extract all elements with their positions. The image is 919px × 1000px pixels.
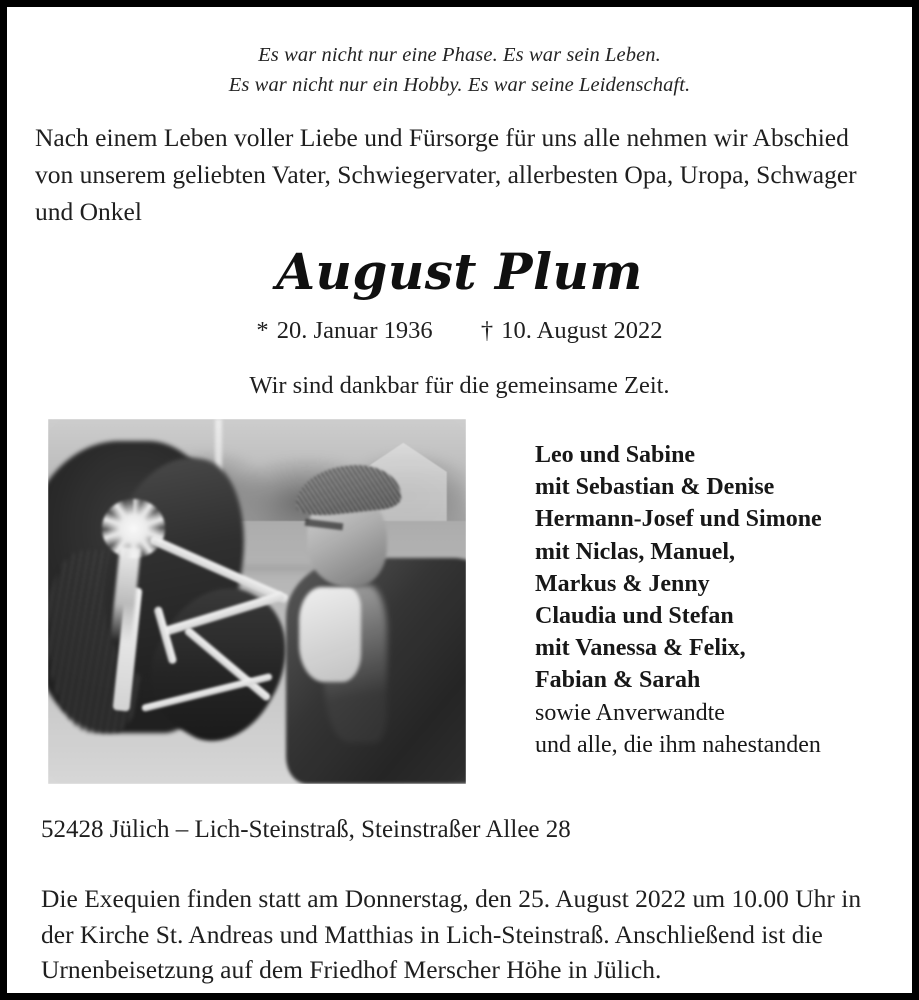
survivor-line: Claudia und Stefan bbox=[535, 603, 734, 630]
survivor-line: Fabian & Sarah bbox=[535, 667, 701, 694]
survivor-line: mit Niclas, Manuel, bbox=[535, 538, 735, 565]
survivor-line: mit Sebastian & Denise bbox=[535, 474, 775, 501]
motto-line-2: Es war nicht nur ein Hobby. Es war seine Leidenschaft. bbox=[228, 74, 691, 96]
intro-paragraph: Nach einem Leben voller Liebe und Fürsorge für uns alle nehmen wir Abschied von unserem geliebten Vater, Schwiegervater, allerbesten Opa, Uropa, Schwager und Onkel bbox=[35, 123, 857, 226]
survivor-line: Hermann-Josef und Simone bbox=[535, 506, 822, 533]
photo-canvas bbox=[48, 419, 466, 784]
death-date: 10. August 2022 bbox=[501, 317, 663, 344]
birth-symbol: * bbox=[256, 317, 269, 344]
address-line: 52428 Jülich – Lich-Steinstraß, Steinstraßer Allee 28 bbox=[41, 816, 571, 843]
memorial-photo bbox=[48, 419, 466, 784]
life-dates bbox=[7, 315, 912, 347]
survivor-line: Leo und Sabine bbox=[535, 442, 696, 468]
survivor-line: sowie Anverwandte bbox=[535, 699, 725, 726]
motto-line-1: Es war nicht nur eine Phase. Es war sein Leben. bbox=[258, 44, 661, 66]
birth-date: 20. Januar 1936 bbox=[276, 317, 433, 344]
notice-sheet bbox=[7, 7, 912, 993]
survivors-list bbox=[535, 439, 895, 761]
deceased-name: August Plum bbox=[276, 242, 643, 301]
survivor-line: und alle, die ihm nahestanden bbox=[535, 731, 821, 758]
photo-rosette bbox=[102, 499, 165, 557]
survivor-line: mit Vanessa & Felix, bbox=[535, 635, 746, 662]
service-details: Die Exequien finden statt am Donnerstag, den 25. August 2022 um 10.00 Uhr in der Kirche St. Andreas und Matthias in Lich-Steinstraß. Anschließend ist die Urnenbeisetzung auf dem Friedhof Merscher Höhe in Jülich. bbox=[41, 884, 862, 984]
death-symbol: † bbox=[480, 317, 494, 344]
survivor-line: Markus & Jenny bbox=[535, 570, 710, 597]
motto-block bbox=[7, 40, 912, 100]
thanks-line: Wir sind dankbar für die gemeinsame Zeit. bbox=[249, 372, 670, 399]
photo-man-shirt bbox=[299, 587, 362, 682]
